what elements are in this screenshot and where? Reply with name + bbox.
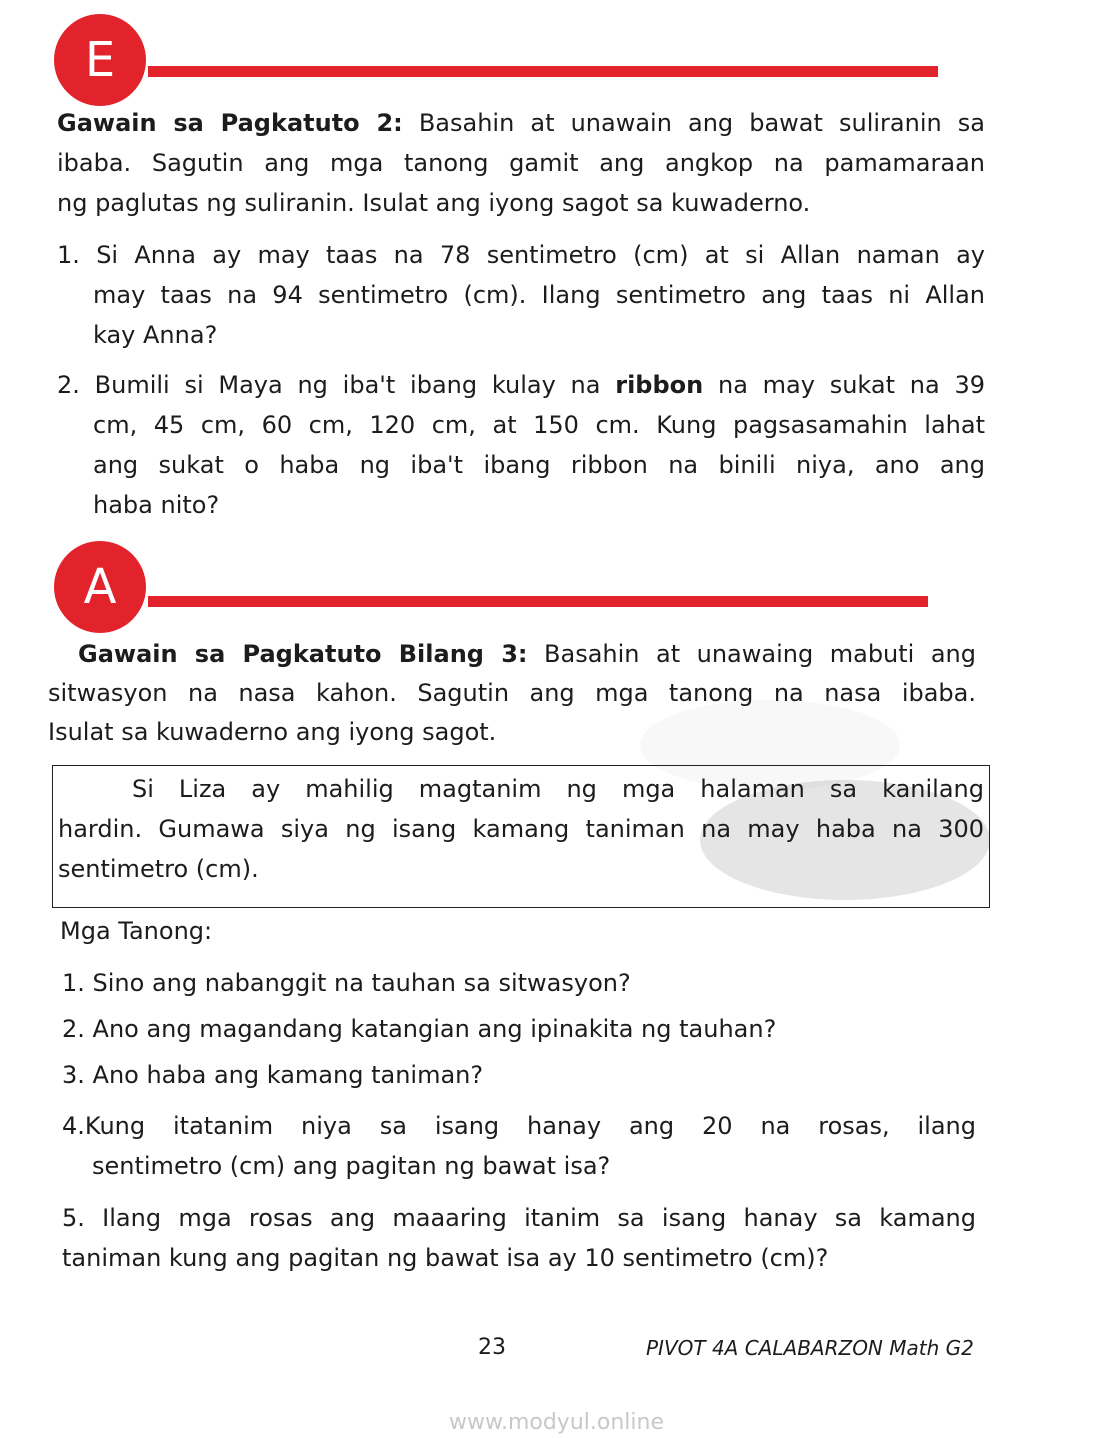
activity-2-title: Gawain sa Pagkatuto 2: xyxy=(57,109,403,137)
situation-line: Si Liza ay mahilig magtanim ng mga halaman sa kanilang xyxy=(132,775,984,803)
section-a-divider xyxy=(148,596,928,607)
page-number: 23 xyxy=(478,1335,506,1360)
activity-3-title: Gawain sa Pagkatuto Bilang 3: xyxy=(78,640,528,668)
series-label: PIVOT 4A CALABARZON Math G2 xyxy=(646,1336,974,1360)
problem-2-text: 2. Bumili si Maya ng iba't ibang kulay na xyxy=(57,371,616,399)
problem-1-line: kay Anna? xyxy=(93,321,218,349)
problem-2-text: na may sukat na 39 xyxy=(703,371,985,399)
problem-1-line: 1. Si Anna ay may taas na 78 sentimetro (cm) at si Allan naman ay xyxy=(57,241,985,269)
questions-label: Mga Tanong: xyxy=(60,917,213,945)
question-5-line: 5. Ilang mga rosas ang maaaring itanim sa isang hanay sa kamang xyxy=(62,1204,976,1232)
question-item: 2. Ano ang magandang katangian ang ipinakita ng tauhan? xyxy=(62,1015,777,1043)
activity-3-instruction: Basahin at unawaing mabuti ang xyxy=(527,640,976,668)
problem-2-line xyxy=(57,368,985,402)
question-4-line: sentimetro (cm) ang pagitan ng bawat isa? xyxy=(92,1152,611,1180)
section-a-badge: A xyxy=(54,541,146,633)
watermark: www.modyul.online xyxy=(449,1410,664,1435)
section-e-divider xyxy=(148,66,938,77)
question-item: 3. Ano haba ang kamang taniman? xyxy=(62,1061,484,1089)
section-e-badge: E xyxy=(54,14,146,106)
problem-1-line: may taas na 94 sentimetro (cm). Ilang sentimetro ang taas ni Allan xyxy=(93,281,985,309)
situation-line: sentimetro (cm). xyxy=(58,855,259,883)
question-4-line: 4.Kung itatanim niya sa isang hanay ang 20 na rosas, ilang xyxy=(62,1112,976,1140)
situation-line: hardin. Gumawa siya ng isang kamang taniman na may haba na 300 xyxy=(58,815,984,843)
ribbon-keyword: ribbon xyxy=(615,371,704,399)
activity-2-instruction-line: ibaba. Sagutin ang mga tanong gamit ang angkop na pamamaraan xyxy=(57,149,985,177)
problem-2-line: ang sukat o haba ng iba't ibang ribbon na binili niya, ano ang xyxy=(93,451,985,479)
activity-2-instruction-line: ng paglutas ng suliranin. Isulat ang iyong sagot sa kuwaderno. xyxy=(57,189,811,217)
problem-2-line: cm, 45 cm, 60 cm, 120 cm, at 150 cm. Kung pagsasamahin lahat xyxy=(93,411,985,439)
activity-3-instruction-line: Isulat sa kuwaderno ang iyong sagot. xyxy=(48,718,497,746)
activity-3-heading xyxy=(78,637,976,671)
activity-2-instruction: Basahin at unawain ang bawat suliranin sa xyxy=(402,109,985,137)
problem-2-line: haba nito? xyxy=(93,491,220,519)
question-5-line: taniman kung ang pagitan ng bawat isa ay 10 sentimetro (cm)? xyxy=(62,1244,829,1272)
activity-2-heading xyxy=(57,106,985,140)
activity-3-instruction-line: sitwasyon na nasa kahon. Sagutin ang mga tanong na nasa ibaba. xyxy=(48,679,976,707)
question-item: 1. Sino ang nabanggit na tauhan sa sitwasyon? xyxy=(62,969,631,997)
